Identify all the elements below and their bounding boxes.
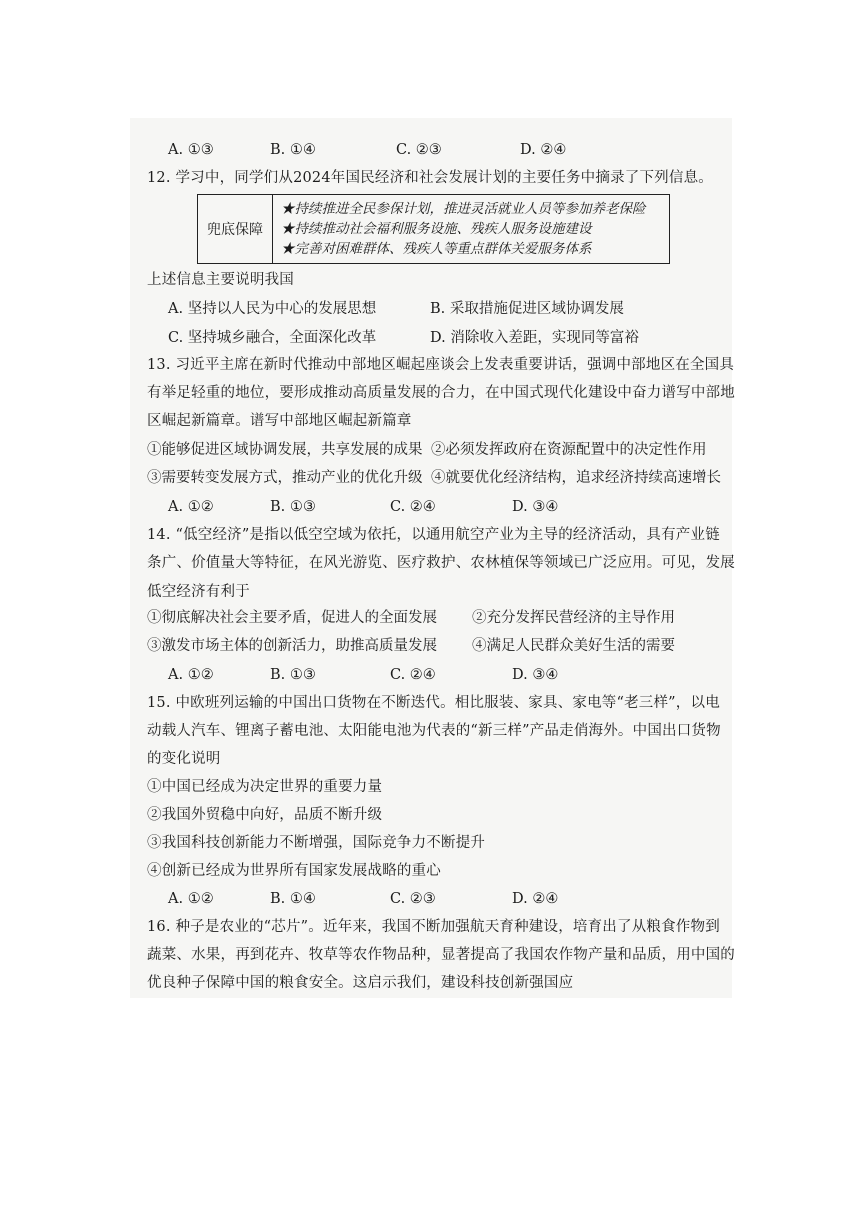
q14-stem-line: 14. “低空经济”是指以低空空域为依托，以通用航空产业为主导的经济活动，具有产业链 [147, 527, 720, 543]
q15-statement-2: ②我国外贸稳中向好，品质不断升级 [147, 807, 383, 823]
q12-option-c: C. 坚持城乡融合，全面深化改革 [168, 330, 377, 346]
q14-option-c: C. ②④ [390, 667, 436, 683]
q11-option-a: A. ①③ [168, 142, 214, 158]
q14-option-d: D. ③④ [512, 667, 559, 683]
q12-option-d: D. 消除收入差距，实现同等富裕 [430, 330, 639, 346]
q15-option-c: C. ②③ [390, 891, 436, 907]
q12-question: 上述信息主要说明我国 [147, 272, 294, 288]
q12-box-tag: 兜底保障 [198, 195, 273, 263]
q15-option-d: D. ②④ [512, 891, 559, 907]
q13-statement-2: ②必须发挥政府在资源配置中的决定性作用 [431, 442, 707, 458]
q13-stem-line: 有举足轻重的地位，要形成推动高质量发展的合力，在中国式现代化建设中奋力谱写中部地 [147, 385, 735, 401]
q12-box-item: ★持续推动社会福利服务设施、残疾人服务设施建设 [281, 221, 592, 237]
q15-stem-line: 15. 中欧班列运输的中国出口货物在不断迭代。相比服装、家具、家电等“老三样”，以电 [147, 695, 720, 711]
q15-statement-3: ③我国科技创新能力不断增强，国际竞争力不断提升 [147, 835, 486, 851]
q15-stem-line: 动载人汽车、锂离子蓄电池、太阳能电池为代表的“新三样”产品走俏海外。中国出口货物 [147, 723, 721, 739]
q11-option-c: C. ②③ [396, 142, 442, 158]
q16-stem-line: 优良种子保障中国的粮食安全。这启示我们，建设科技创新强国应 [147, 975, 574, 991]
q12-box-item: ★完善对困难群体、残疾人等重点群体关爱服务体系 [281, 241, 592, 257]
q14-statement-4: ④满足人民群众美好生活的需要 [472, 638, 675, 654]
q13-option-a: A. ①② [168, 499, 214, 515]
q13-statement-4: ④就要优化经济结构，追求经济持续高速增长 [431, 470, 721, 486]
q11-option-d: D. ②④ [520, 142, 567, 158]
q15-option-a: A. ①② [168, 891, 214, 907]
q16-stem-line: 16. 种子是农业的“芯片”。近年来，我国不断加强航天育种建设，培育出了从粮食作物到 [147, 919, 720, 935]
q12-option-b: B. 采取措施促进区域协调发展 [430, 301, 624, 317]
q12-box-item: ★持续推进全民参保计划，推进灵活就业人员等参加养老保险 [281, 201, 646, 217]
q14-statement-2: ②充分发挥民营经济的主导作用 [472, 610, 675, 626]
q13-statement-3: ③需要转变发展方式，推动产业的优化升级 [147, 470, 423, 486]
q14-option-b: B. ①③ [270, 667, 316, 683]
q14-statement-1: ①彻底解决社会主要矛盾，促进人的全面发展 [147, 610, 437, 626]
q14-statement-3: ③激发市场主体的创新活力，助推高质量发展 [147, 638, 437, 654]
q11-option-b: B. ①④ [270, 142, 316, 158]
q15-stem-line: 的变化说明 [147, 751, 221, 767]
q12-stem: 12. 学习中，同学们从2024年国民经济和社会发展计划的主要任务中摘录了下列信息。 [147, 170, 713, 186]
q14-stem-line: 条广、价值量大等特征，在风光游览、医疗救护、农林植保等领域已广泛应用。可见，发展 [147, 555, 735, 571]
q12-info-box [197, 194, 670, 264]
q12-option-a: A. 坚持以人民为中心的发展思想 [168, 301, 377, 317]
q13-statement-1: ①能够促进区域协调发展，共享发展的成果 [147, 442, 423, 458]
q14-option-a: A. ①② [168, 667, 214, 683]
q15-statement-1: ①中国已经成为决定世界的重要力量 [147, 779, 383, 795]
q13-option-b: B. ①③ [270, 499, 316, 515]
q12-box-items [273, 195, 669, 263]
q14-stem-line: 低空经济有利于 [147, 584, 250, 600]
q15-option-b: B. ①④ [270, 891, 316, 907]
q13-option-c: C. ②④ [390, 499, 436, 515]
q15-statement-4: ④创新已经成为世界所有国家发展战略的重心 [147, 863, 441, 879]
q13-option-d: D. ③④ [512, 499, 559, 515]
q13-stem-line: 13. 习近平主席在新时代推动中部地区崛起座谈会上发表重要讲话，强调中部地区在全国具 [147, 357, 735, 373]
q16-stem-line: 蔬菜、水果，再到花卉、牧草等农作物品种，显著提高了我国农作物产量和品质，用中国的 [147, 947, 735, 963]
q13-stem-line: 区崛起新篇章。谱写中部地区崛起新篇章 [147, 413, 412, 429]
